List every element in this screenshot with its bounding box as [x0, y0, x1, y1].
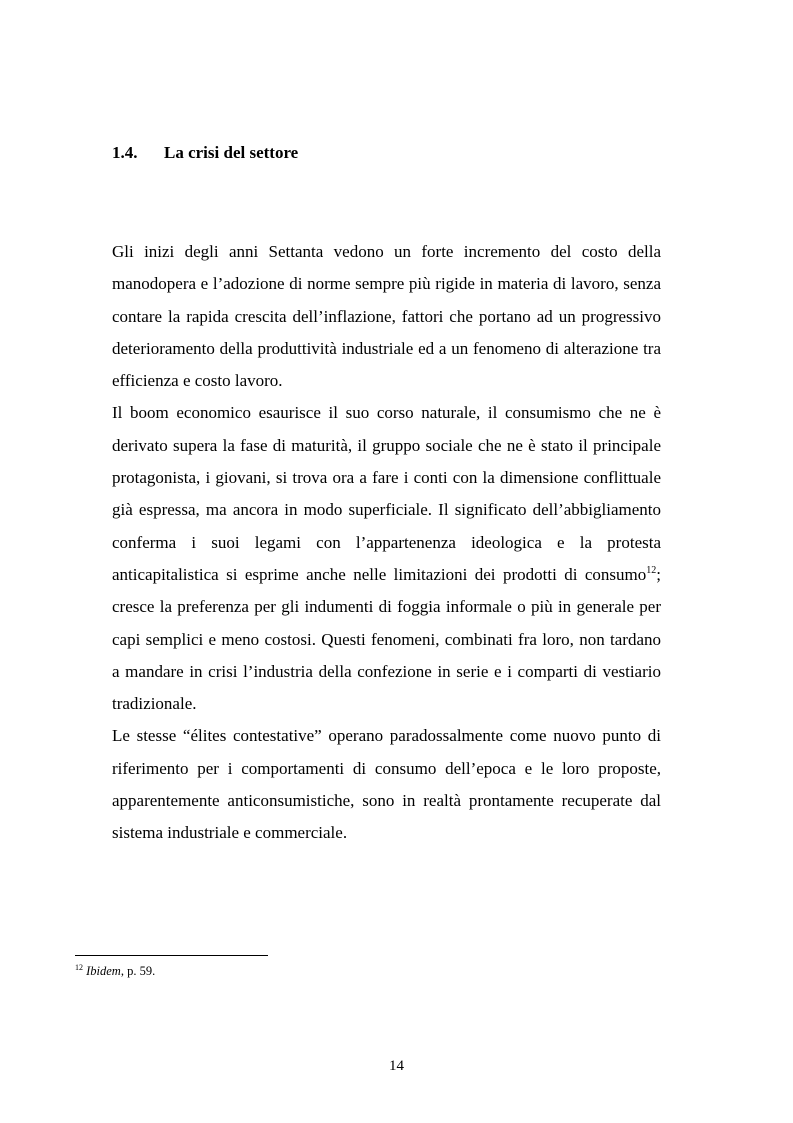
paragraph-3: Le stesse “élites contestative” operano paradossalmente come nuovo punto di riferimento per i comportamenti di consumo dell’epoca e le loro proposte, apparentemente anticonsumistiche, sono in realtà prontamente recuperate dal sistema industriale e commerciale.	[112, 726, 661, 843]
section-heading	[112, 143, 298, 163]
footnote-number: 12	[75, 963, 83, 972]
section-title: La crisi del settore	[164, 143, 299, 162]
footnote-reference: 12	[646, 564, 657, 576]
footnote-source: Ibidem	[86, 964, 121, 978]
paragraph-1: Gli inizi degli anni Settanta vedono un forte incremento del costo della manodopera e l’adozione di norme sempre più rigide in materia di lavoro, senza contare la rapida crescita dell’inflazione, fattori che portano ad un progressivo deterioramento della produttività industriale ed a un fenomeno di alterazione tra efficienza e costo lavoro.	[112, 242, 661, 391]
body-text	[112, 236, 661, 850]
paragraph-2-text-a: Il boom economico esaurisce il suo corso naturale, il consumismo che ne è derivato supera la fase di maturità, il gruppo sociale che ne è stato il principale protagonista, i giovani, si trova ora a fare i conti con la dimensione conflittuale già espressa, ma ancora in modo superficiale. Il significato dell’abbigliamento conferma i suoi legami con l’appartenenza ideologica e la protesta anticapitalistica si esprime anche nelle limitazioni dei prodotti di consumo	[112, 403, 661, 584]
section-number: 1.4.	[112, 143, 138, 162]
footnote-pages: , p. 59.	[120, 964, 156, 978]
paragraph-2-text-b: ; cresce la preferenza per gli indumenti di foggia informale o più in generale per capi semplici e meno costosi. Questi fenomeni, combinati fra loro, non tardano a mandare in crisi l’industria della confezione in serie e i comparti di vestiario tradizionale.	[112, 564, 661, 714]
footnote-separator	[75, 955, 268, 956]
footnote	[75, 964, 155, 979]
page-number: 14	[389, 1058, 404, 1074]
paragraph-2	[112, 397, 661, 720]
